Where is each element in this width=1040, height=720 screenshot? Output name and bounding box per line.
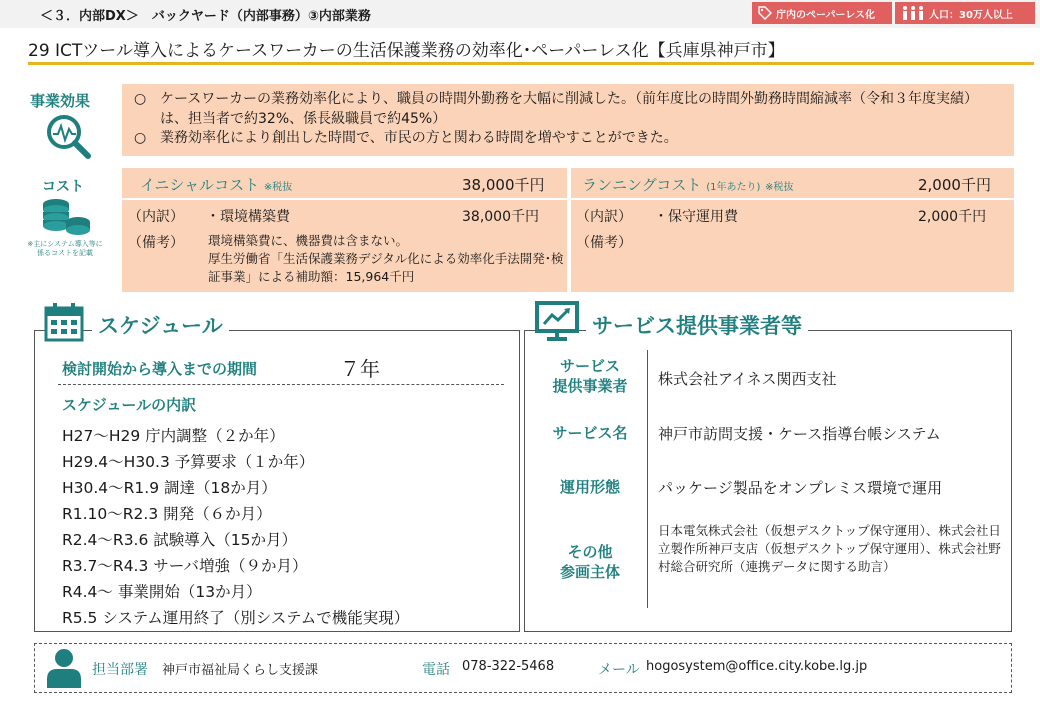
initial-remarks-text	[208, 232, 564, 286]
initial-cost-tax: ※税抜	[263, 182, 293, 193]
dashed-divider	[58, 384, 504, 385]
breadcrumb: ＜３．内部DX＞ バックヤード（内部事務）③内部業務	[40, 9, 371, 24]
running-breakdown-item: ・保守運用費	[654, 209, 738, 225]
schedule-breakdown-label: スケジュールの内訳	[62, 396, 197, 414]
dept-value: 神戸市福祉局くらし支援課	[162, 663, 319, 678]
bullet-mark: ○	[134, 130, 147, 147]
cost-separator	[122, 198, 567, 200]
initial-cost-title-text: イニシャルコスト	[140, 176, 260, 194]
bullet-mark: ○	[134, 91, 147, 107]
provider-label-line: 提供事業者	[552, 377, 628, 396]
population-badge	[895, 2, 1035, 24]
service-name-value: 神戸市訪問支援・ケース指導台帳システム	[658, 425, 941, 443]
effect-box	[122, 84, 1014, 156]
title-underline	[28, 62, 1034, 65]
period-value: ７年	[340, 357, 380, 381]
running-cost-amount: 2,000千円	[918, 176, 991, 194]
operation-form-value: パッケージ製品をオンプレミス環境で運用	[658, 479, 943, 497]
presentation-screen-icon	[534, 300, 580, 342]
running-cost-title-text: ランニングコスト	[582, 176, 702, 194]
schedule-item: R5.5 システム運用終了（別システムで機能実現）	[62, 609, 410, 627]
period-label: 検討開始から導入までの期間	[62, 360, 258, 378]
effect-text: 業務効率化により創出した時間で、市民の方と関わる時間を増やすことができた。	[160, 130, 678, 147]
effect-item	[134, 90, 1002, 129]
cost-divider	[567, 168, 571, 292]
initial-breakdown-item: ・環境構築費	[206, 209, 290, 225]
people-icon	[901, 5, 925, 21]
calendar-icon	[44, 302, 84, 342]
running-remarks-label: （備考）	[576, 235, 632, 251]
cost-box	[122, 168, 1014, 292]
other-label-line: その他	[567, 543, 613, 561]
initial-cost-amount: 38,000千円	[462, 176, 545, 194]
provider-label-line: サービス	[559, 357, 620, 375]
service-heading: サービス提供事業者等	[586, 310, 808, 340]
initial-breakdown-label: （内訳）	[128, 209, 184, 225]
schedule-heading: スケジュール	[92, 310, 229, 340]
running-breakdown-amount: 2,000千円	[918, 209, 987, 225]
paperless-badge	[752, 2, 892, 24]
phone-label: 電話	[422, 662, 450, 678]
effect-label: 事業効果	[30, 92, 91, 110]
paperless-badge-label: 庁内のペーパーレス化	[776, 9, 875, 21]
running-cost-title	[582, 174, 794, 195]
population-badge-label: 人口：30万人以上	[929, 9, 1013, 21]
cost-label: コスト	[42, 179, 84, 195]
person-icon	[44, 647, 84, 689]
provider-value: 株式会社アイネス関西支社	[658, 370, 837, 388]
initial-remarks-label: （備考）	[128, 235, 184, 251]
running-cost-per-year: (1年あたり)	[706, 182, 761, 193]
effect-text: ケースワーカーの業務効率化により、職員の時間外勤務を大幅に削減した。（前年度比の時間外勤務時間縮減率（令和３年度実績）は、担当者で約32%、係長級職員で約45%）	[160, 91, 979, 127]
other-participants-value: 日本電気株式会社（仮想デスクトップ保守運用）、株式会社日立製作所神戸支店（仮想デスクトップ保守運用）、株式会社野村総合研究所（連携データに関する助言）	[658, 523, 1001, 575]
magnifier-chart-icon	[44, 112, 94, 160]
running-breakdown-label: （内訳）	[576, 209, 632, 225]
other-label-line: 参画主体	[559, 563, 620, 582]
schedule-item: H29.4～H30.3 予算要求（１か年）	[62, 453, 315, 471]
dept-label: 担当部署	[92, 662, 148, 678]
mail-value[interactable]: hogosystem@office.city.kobe.lg.jp	[646, 659, 868, 674]
schedule-item: R3.7～R4.3 サーバ増強（９か月）	[62, 557, 308, 575]
initial-remarks-line: 厚生労働省「生活保護業務デジタル化による効率化手法開発･検証事業」による補助額：15,964千円	[208, 251, 564, 285]
running-cost-tax: ※税抜	[765, 182, 794, 193]
effect-item	[134, 129, 1002, 149]
schedule-item: R4.4～ 事業開始（13か月）	[62, 583, 262, 601]
schedule-item: R2.4～R3.6 試験導入（15か月）	[62, 531, 297, 549]
tag-icon	[758, 6, 772, 20]
provider-label	[540, 356, 640, 397]
service-name-label: サービス名	[552, 424, 628, 442]
service-divider	[647, 350, 648, 608]
page-title: 29 ICTツール導入によるケースワーカーの生活保護業務の効率化･ペーパーレス化【兵庫県神戸市】	[28, 41, 785, 61]
schedule-top-border	[232, 330, 520, 331]
initial-breakdown-amount: 38,000千円	[462, 209, 539, 225]
coins-icon	[40, 196, 92, 240]
mail-label: メール	[598, 662, 640, 678]
schedule-item: R1.10～R2.3 開発（６か月）	[62, 505, 272, 523]
schedule-item: H30.4～R1.9 調達（18か月）	[62, 479, 277, 497]
cost-note: ※主にシステム導入等に係るコストを記載	[27, 240, 103, 258]
schedule-item: H27～H29 庁内調整（２か年）	[62, 427, 285, 445]
other-participants-label	[540, 542, 640, 583]
cost-separator	[571, 198, 1014, 200]
operation-form-label: 運用形態	[559, 478, 620, 496]
initial-cost-title	[140, 174, 292, 195]
initial-remarks-line: 環境構築費に、機器費は含まない。	[208, 233, 409, 248]
phone-value: 078-322-5468	[462, 659, 555, 674]
